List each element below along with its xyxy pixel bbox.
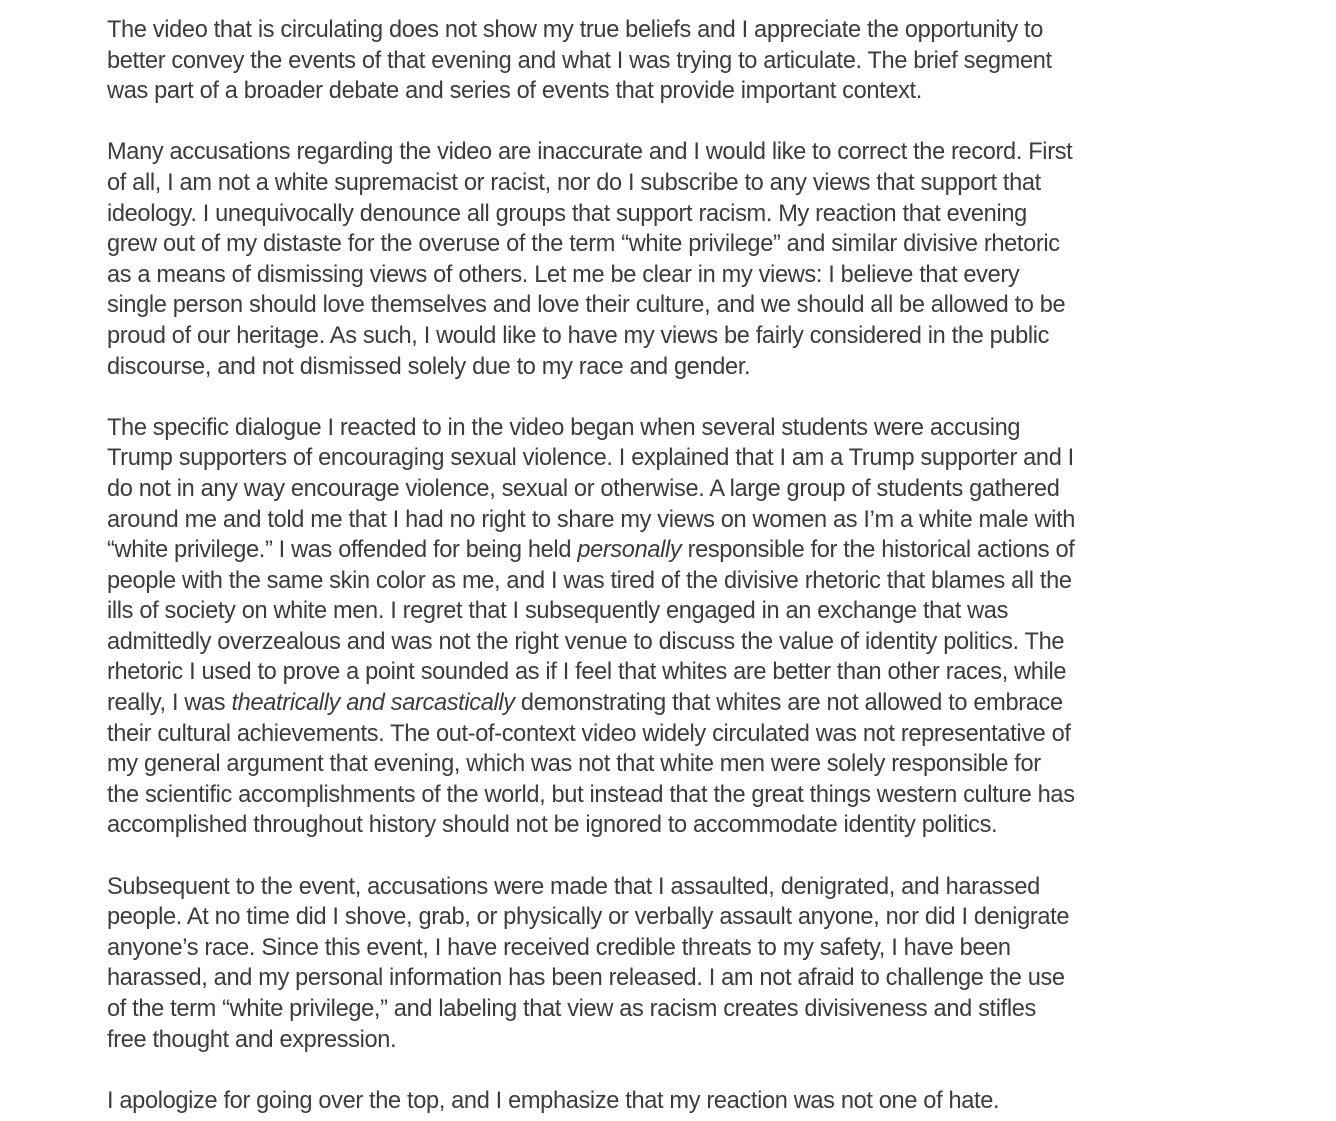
text-run: people with the same skin color as me, and I was tired of the divisive rhetoric that blames all the <box>107 567 1072 594</box>
text-line <box>107 15 1217 46</box>
text-line <box>107 627 1217 658</box>
text-run: The specific dialogue I reacted to in the video began when several students were accusing <box>107 414 1021 441</box>
text-line <box>107 1086 1217 1117</box>
text-line <box>107 46 1217 77</box>
text-line <box>107 137 1217 168</box>
text-line <box>107 657 1217 688</box>
text-run: free thought and expression. <box>107 1026 397 1053</box>
text-line <box>107 505 1217 536</box>
text-line <box>107 719 1217 750</box>
text-run: ideology. I unequivocally denounce all groups that support racism. My reaction that evening <box>107 200 1027 227</box>
text-run: The video that is circulating does not show my true beliefs and I appreciate the opportunity to <box>107 17 1043 43</box>
text-run: around me and told me that I had no right to share my views on women as I’m a white male with <box>107 506 1076 533</box>
text-run: their cultural achievements. The out-of-context video widely circulated was not representative of <box>107 720 1071 747</box>
text-line <box>107 749 1217 780</box>
paragraph-1 <box>107 15 1217 107</box>
paragraph-2 <box>107 137 1217 382</box>
text-run: Trump supporters of encouraging sexual violence. I explained that I am a Trump supporter and I <box>107 445 1074 472</box>
text-run: the scientific accomplishments of the world, but instead that the great things western culture has <box>107 781 1075 808</box>
text-line <box>107 1025 1217 1056</box>
text-run: better convey the events of that evening and what I was trying to articulate. The brief segment <box>107 47 1052 74</box>
text-run: accomplished throughout history should not be ignored to accommodate identity politics. <box>107 812 998 839</box>
text-run: demonstrating that whites are not allowed to embrace <box>514 690 1063 717</box>
text-line <box>107 596 1217 627</box>
text-line <box>107 474 1217 505</box>
text-line <box>107 933 1217 964</box>
text-run: Many accusations regarding the video are inaccurate and I would like to correct the record. First <box>107 139 1073 166</box>
text-run: I apologize for going over the top, and I emphasize that my reaction was not one of hate. <box>107 1087 1000 1114</box>
text-run: admittedly overzealous and was not the right venue to discuss the value of identity politics. The <box>107 628 1065 655</box>
text-line <box>107 76 1217 107</box>
paragraph-5 <box>107 1086 1217 1117</box>
text-line <box>107 810 1217 841</box>
text-line <box>107 229 1217 260</box>
text-line <box>107 290 1217 321</box>
text-line <box>107 199 1217 230</box>
text-line <box>107 260 1217 291</box>
text-run: harassed, and my personal information has been released. I am not afraid to challenge the use <box>107 965 1065 992</box>
text-run: “white privilege.” I was offended for being held <box>107 537 578 564</box>
text-line <box>107 688 1217 719</box>
text-run: rhetoric I used to prove a point sounded as if I feel that whites are better than other races, while <box>107 659 1067 686</box>
text-run: of the term “white privilege,” and labeling that view as racism creates divisiveness and stifles <box>107 996 1036 1022</box>
text-run: anyone’s race. Since this event, I have received credible threats to my safety, I have been <box>107 934 1011 961</box>
text-run: as a means of dismissing views of others. Let me be clear in my views: I believe that every <box>107 261 1020 288</box>
text-run: Subsequent to the event, accusations were made that I assaulted, denigrated, and harassed <box>107 873 1040 900</box>
text-run: my general argument that evening, which was not that white men were solely responsible for <box>107 751 1041 778</box>
text-line <box>107 780 1217 811</box>
text-run: of all, I am not a white supremacist or racist, nor do I subscribe to any views that support that <box>107 169 1041 196</box>
text-run: do not in any way encourage violence, sexual or otherwise. A large group of students gathered <box>107 475 1060 502</box>
text-line <box>107 352 1217 383</box>
paragraph-3 <box>107 413 1217 841</box>
text-run: people. At no time did I shove, grab, or physically or verbally assault anyone, nor did I denigrate <box>107 904 1070 931</box>
text-run: ills of society on white men. I regret that I subsequently engaged in an exchange that was <box>107 598 1009 625</box>
text-line <box>107 413 1217 444</box>
text-line <box>107 168 1217 199</box>
text-run: single person should love themselves and love their culture, and we should all be allowed to be <box>107 292 1066 319</box>
text-run: discourse, and not dismissed solely due to my race and gender. <box>107 353 751 380</box>
text-line <box>107 902 1217 933</box>
text-line <box>107 321 1217 352</box>
text-line <box>107 963 1217 994</box>
emphasized-text: theatrically and sarcastically <box>231 690 515 717</box>
text-line <box>107 566 1217 597</box>
text-run: was part of a broader debate and series of events that provide important context. <box>107 78 922 105</box>
text-run: proud of our heritage. As such, I would like to have my views be fairly considered in the public <box>107 322 1050 349</box>
text-line <box>107 872 1217 903</box>
text-line <box>107 535 1217 566</box>
text-run: really, I was <box>107 690 232 717</box>
statement-document <box>107 15 1217 1116</box>
text-line <box>107 443 1217 474</box>
text-run: grew out of my distaste for the overuse of the term “white privilege” and similar divisive rhetoric <box>107 231 1060 258</box>
text-line <box>107 994 1217 1025</box>
emphasized-text: personally <box>577 537 682 564</box>
text-run: responsible for the historical actions of <box>681 537 1075 564</box>
paragraph-4 <box>107 872 1217 1056</box>
